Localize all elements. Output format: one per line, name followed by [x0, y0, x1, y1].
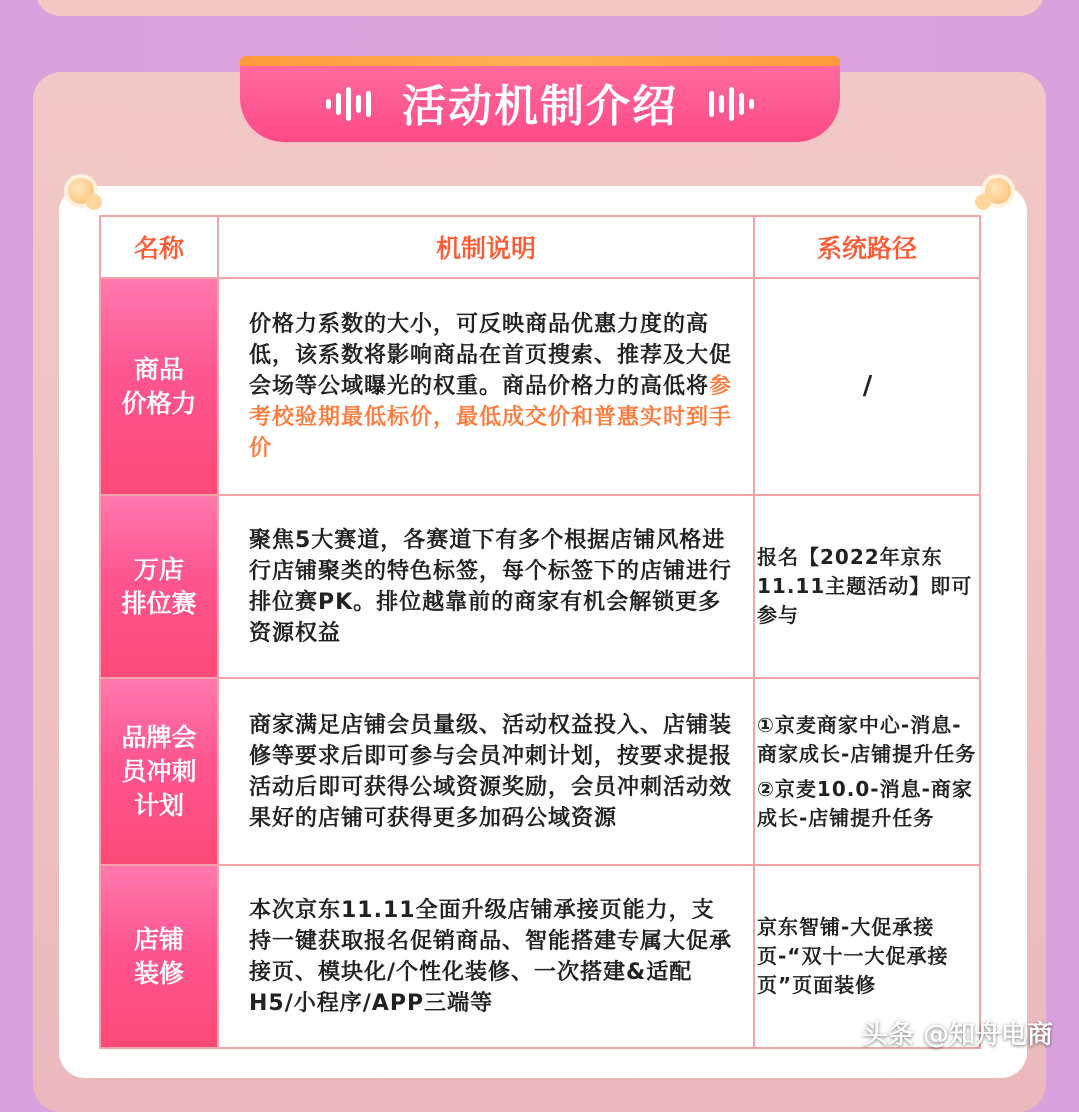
row-name-line: 计划	[133, 790, 184, 820]
table-row	[100, 678, 980, 865]
description-text: 聚焦5大赛道，各赛道下有多个根据店铺风格进行店铺聚类的特色标签，每个标签下的店铺进行排位赛PK。排位越靠前的商家有机会解锁更多资源权益	[249, 527, 733, 646]
row-name-line: 商品	[133, 354, 184, 384]
row-name-line: 万店	[133, 554, 184, 584]
table-row	[100, 865, 980, 1048]
header-description: 机制说明	[218, 216, 754, 278]
table-row	[100, 278, 980, 495]
path-text: /	[862, 371, 874, 401]
row-name-line: 价格力	[121, 388, 197, 418]
top-card-edge	[35, 0, 1045, 16]
row-description	[218, 865, 754, 1048]
table-row	[100, 495, 980, 678]
row-system-path	[754, 495, 980, 678]
header-system-path: 系统路径	[754, 216, 980, 278]
row-name-line: 装修	[133, 958, 184, 988]
row-name-line: 店铺	[133, 924, 184, 954]
row-name	[100, 865, 218, 1048]
title-banner	[240, 56, 840, 142]
row-description	[218, 495, 754, 678]
description-text: 商家满足店铺会员量级、活动权益投入、店铺装修等要求后即可参与会员冲刺计划，按要求提报活动后即可获得公域资源奖励，会员冲刺活动效果好的店铺可获得更多加码公域资源	[249, 712, 733, 831]
table-header-row	[100, 216, 980, 278]
pin-decoration-icon	[68, 178, 94, 204]
row-description	[218, 278, 754, 495]
row-name-line: 员冲刺	[121, 756, 197, 786]
sound-wave-icon	[709, 84, 754, 124]
description-text: 价格力系数的大小，可反映商品优惠力度的高低，该系数将影响商品在首页搜索、推荐及大促会场等公域曝光的权重。商品价格力的高低将	[249, 312, 733, 399]
path-text: ①京麦商家中心-消息-商家成长-店铺提升任务	[757, 712, 977, 766]
row-name-line: 排位赛	[121, 588, 197, 618]
path-text: 京东智铺-大促承接页-“双十一大促承接页”页面装修	[757, 915, 949, 997]
header-name: 名称	[100, 216, 218, 278]
row-system-path	[754, 278, 980, 495]
row-name-line: 品牌会	[121, 722, 197, 752]
pin-decoration-icon	[985, 178, 1011, 204]
description-text: 本次京东11.11全面升级店铺承接页能力，支持一键获取报名促销商品、智能搭建专属大促承接页、模块化/个性化装修、一次搭建&适配H5/小程序/APP三端等	[249, 897, 733, 1016]
row-name	[100, 678, 218, 865]
description-highlight: 参考校验期最低标价，最低成交价和普惠实时到手价	[249, 374, 733, 461]
page-title: 活动机制介绍	[402, 81, 678, 132]
path-text: 报名【2022年京东11.11主题活动】即可参与	[757, 545, 973, 627]
row-name	[100, 495, 218, 678]
row-description	[218, 678, 754, 865]
row-name	[100, 278, 218, 495]
mechanism-table	[99, 215, 981, 1049]
row-system-path	[754, 678, 980, 865]
watermark: 头条 @知舟电商	[861, 1020, 1053, 1050]
path-text: ②京麦10.0-消息-商家成长-店铺提升任务	[757, 776, 973, 830]
